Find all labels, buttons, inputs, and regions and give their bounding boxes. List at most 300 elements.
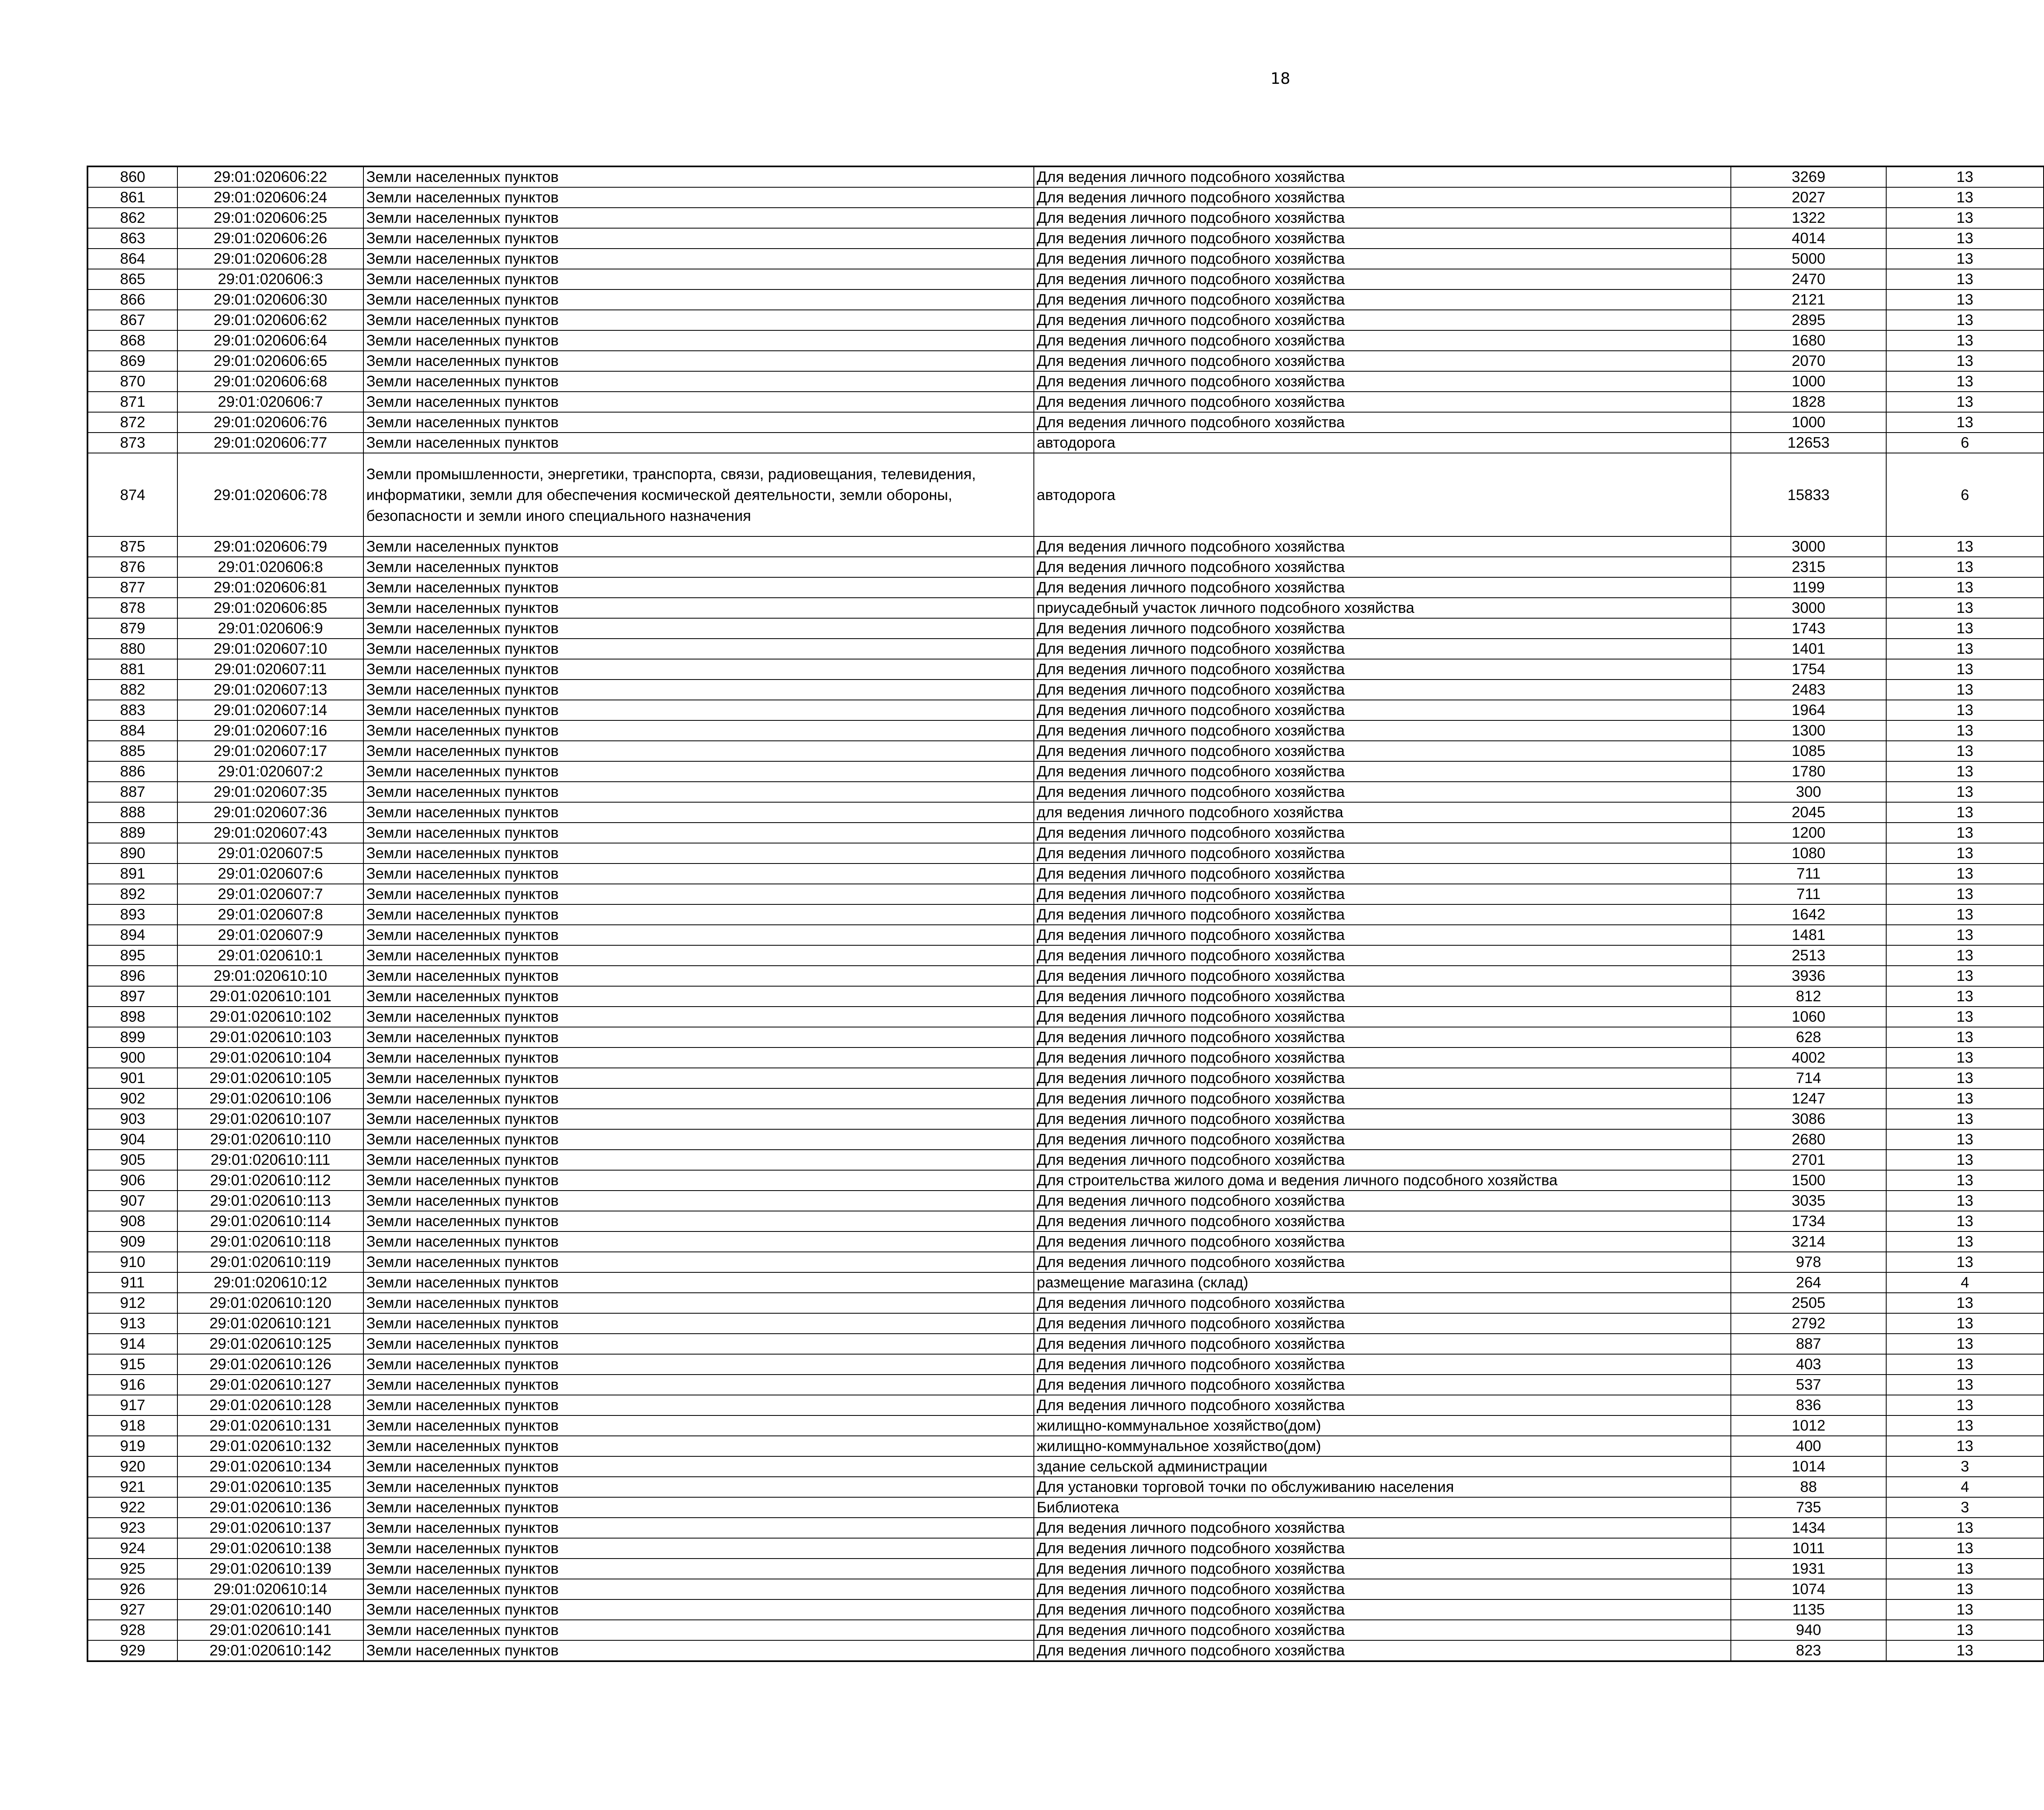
land-category-cell: Земли промышленности, энергетики, транспорта, связи, радиовещания, телевидения, информатики, земли для обеспечения космической деятельности, земли обороны, безопасности и земли иного специального назначения: [363, 453, 1034, 536]
row-number-cell: 892: [87, 884, 177, 904]
area-cell: 711: [1731, 884, 1886, 904]
row-number-cell: 911: [87, 1272, 177, 1293]
land-category-cell: Земли населенных пунктов: [363, 680, 1034, 700]
row-number-cell: 899: [87, 1027, 177, 1047]
table-row: [87, 1599, 2044, 1620]
area-cell: 1000: [1731, 412, 1886, 433]
use-group-cell: 6: [1886, 453, 2044, 536]
area-cell: 400: [1731, 1436, 1886, 1456]
land-category-cell: Земли населенных пунктов: [363, 598, 1034, 618]
permitted-use-cell: Для ведения личного подсобного хозяйства: [1034, 1313, 1731, 1334]
table-row: [87, 310, 2044, 330]
table-row: [87, 228, 2044, 249]
page-number: 18: [1270, 70, 1291, 87]
cadastral-number-cell: 29:01:020606:3: [177, 269, 363, 289]
land-category-cell: Земли населенных пунктов: [363, 1477, 1034, 1497]
use-group-cell: 13: [1886, 925, 2044, 945]
use-group-cell: 13: [1886, 412, 2044, 433]
area-cell: 1199: [1731, 577, 1886, 598]
use-group-cell: 13: [1886, 1047, 2044, 1068]
table-row: [87, 680, 2044, 700]
area-cell: 2483: [1731, 680, 1886, 700]
use-group-cell: 13: [1886, 782, 2044, 802]
permitted-use-cell: Для ведения личного подсобного хозяйства: [1034, 1047, 1731, 1068]
use-group-cell: 6: [1886, 433, 2044, 453]
cadastral-number-cell: 29:01:020607:11: [177, 659, 363, 680]
area-cell: 711: [1731, 864, 1886, 884]
permitted-use-cell: Для ведения личного подсобного хозяйства: [1034, 618, 1731, 639]
area-cell: 1011: [1731, 1538, 1886, 1559]
cadastral-number-cell: 29:01:020610:114: [177, 1211, 363, 1231]
table-row: [87, 1211, 2044, 1231]
row-number-cell: 905: [87, 1150, 177, 1170]
cadastral-number-cell: 29:01:020610:102: [177, 1007, 363, 1027]
use-group-cell: 13: [1886, 269, 2044, 289]
land-category-cell: Земли населенных пунктов: [363, 228, 1034, 249]
area-cell: 1754: [1731, 659, 1886, 680]
row-number-cell: 887: [87, 782, 177, 802]
land-category-cell: Земли населенных пунктов: [363, 1272, 1034, 1293]
land-category-cell: Земли населенных пунктов: [363, 904, 1034, 925]
row-number-cell: 870: [87, 371, 177, 392]
permitted-use-cell: Для ведения личного подсобного хозяйства: [1034, 823, 1731, 843]
cadastral-number-cell: 29:01:020607:8: [177, 904, 363, 925]
permitted-use-cell: Для ведения личного подсобного хозяйства: [1034, 1518, 1731, 1538]
cadastral-number-cell: 29:01:020610:103: [177, 1027, 363, 1047]
land-category-cell: Земли населенных пунктов: [363, 1415, 1034, 1436]
table-row: [87, 598, 2044, 618]
permitted-use-cell: Для ведения личного подсобного хозяйства: [1034, 1538, 1731, 1559]
land-category-cell: Земли населенных пунктов: [363, 187, 1034, 208]
land-category-cell: Земли населенных пунктов: [363, 1620, 1034, 1640]
land-category-cell: Земли населенных пунктов: [363, 1211, 1034, 1231]
table-row: [87, 1518, 2044, 1538]
area-cell: 1434: [1731, 1518, 1886, 1538]
land-category-cell: Земли населенных пунктов: [363, 351, 1034, 371]
area-cell: 2792: [1731, 1313, 1886, 1334]
cadastral-number-cell: 29:01:020606:30: [177, 289, 363, 310]
area-cell: 978: [1731, 1252, 1886, 1272]
row-number-cell: 894: [87, 925, 177, 945]
land-category-cell: Земли населенных пунктов: [363, 1640, 1034, 1661]
land-category-cell: Земли населенных пунктов: [363, 330, 1034, 351]
permitted-use-cell: Для ведения личного подсобного хозяйства: [1034, 1579, 1731, 1599]
row-number-cell: 871: [87, 392, 177, 412]
table-row: [87, 1007, 2044, 1027]
land-category-cell: Земли населенных пунктов: [363, 269, 1034, 289]
cadastral-number-cell: 29:01:020610:134: [177, 1456, 363, 1477]
permitted-use-cell: Для ведения личного подсобного хозяйства: [1034, 761, 1731, 782]
cadastral-number-cell: 29:01:020607:5: [177, 843, 363, 864]
use-group-cell: 13: [1886, 1007, 2044, 1027]
cadastral-number-cell: 29:01:020606:65: [177, 351, 363, 371]
cadastral-number-cell: 29:01:020606:25: [177, 208, 363, 228]
cadastral-number-cell: 29:01:020606:62: [177, 310, 363, 330]
row-number-cell: 929: [87, 1640, 177, 1661]
permitted-use-cell: Для ведения личного подсобного хозяйства: [1034, 1068, 1731, 1088]
permitted-use-cell: Для ведения личного подсобного хозяйства: [1034, 1109, 1731, 1129]
land-plots-table: [87, 166, 2044, 1662]
area-cell: 1060: [1731, 1007, 1886, 1027]
permitted-use-cell: Для ведения личного подсобного хозяйства: [1034, 1231, 1731, 1252]
land-category-cell: Земли населенных пунктов: [363, 1293, 1034, 1313]
permitted-use-cell: Для ведения личного подсобного хозяйства: [1034, 249, 1731, 269]
cadastral-number-cell: 29:01:020607:35: [177, 782, 363, 802]
land-category-cell: Земли населенных пунктов: [363, 1231, 1034, 1252]
permitted-use-cell: Для ведения личного подсобного хозяйства: [1034, 228, 1731, 249]
use-group-cell: 13: [1886, 1579, 2044, 1599]
use-group-cell: 13: [1886, 1538, 2044, 1559]
table-row: [87, 1170, 2044, 1191]
cadastral-number-cell: 29:01:020606:64: [177, 330, 363, 351]
use-group-cell: 13: [1886, 249, 2044, 269]
cadastral-number-cell: 29:01:020610:142: [177, 1640, 363, 1661]
use-group-cell: 13: [1886, 700, 2044, 720]
table-row: [87, 1354, 2044, 1375]
permitted-use-cell: Для установки торговой точки по обслуживанию населения: [1034, 1477, 1731, 1497]
row-number-cell: 883: [87, 700, 177, 720]
area-cell: 1074: [1731, 1579, 1886, 1599]
permitted-use-cell: Для ведения личного подсобного хозяйства: [1034, 966, 1731, 986]
area-cell: 403: [1731, 1354, 1886, 1375]
table-row: [87, 392, 2044, 412]
permitted-use-cell: Для ведения личного подсобного хозяйства: [1034, 884, 1731, 904]
table-row: [87, 986, 2044, 1007]
area-cell: 2701: [1731, 1150, 1886, 1170]
land-category-cell: Земли населенных пунктов: [363, 1170, 1034, 1191]
area-cell: 2680: [1731, 1129, 1886, 1150]
table-row: [87, 823, 2044, 843]
permitted-use-cell: Для ведения личного подсобного хозяйства: [1034, 1334, 1731, 1354]
permitted-use-cell: жилищно-коммунальное хозяйство(дом): [1034, 1415, 1731, 1436]
permitted-use-cell: Для ведения личного подсобного хозяйства: [1034, 1211, 1731, 1231]
area-cell: 5000: [1731, 249, 1886, 269]
table-row: [87, 1395, 2044, 1415]
permitted-use-cell: для ведения личного подсобного хозяйства: [1034, 802, 1731, 823]
land-category-cell: Земли населенных пунктов: [363, 618, 1034, 639]
table-row: [87, 1477, 2044, 1497]
cadastral-number-cell: 29:01:020610:118: [177, 1231, 363, 1252]
table-row: [87, 639, 2044, 659]
area-cell: 940: [1731, 1620, 1886, 1640]
land-category-cell: Земли населенных пунктов: [363, 966, 1034, 986]
table-row: [87, 330, 2044, 351]
land-category-cell: Земли населенных пунктов: [363, 166, 1034, 187]
land-category-cell: Земли населенных пунктов: [363, 1538, 1034, 1559]
row-number-cell: 914: [87, 1334, 177, 1354]
row-number-cell: 898: [87, 1007, 177, 1027]
permitted-use-cell: Для ведения личного подсобного хозяйства: [1034, 166, 1731, 187]
area-cell: 1012: [1731, 1415, 1886, 1436]
row-number-cell: 869: [87, 351, 177, 371]
use-group-cell: 13: [1886, 884, 2044, 904]
cadastral-number-cell: 29:01:020610:107: [177, 1109, 363, 1129]
cadastral-number-cell: 29:01:020610:139: [177, 1559, 363, 1579]
permitted-use-cell: размещение магазина (склад): [1034, 1272, 1731, 1293]
permitted-use-cell: Для ведения личного подсобного хозяйства: [1034, 1620, 1731, 1640]
row-number-cell: 919: [87, 1436, 177, 1456]
table-row: [87, 618, 2044, 639]
area-cell: 628: [1731, 1027, 1886, 1047]
land-category-cell: Земли населенных пунктов: [363, 1313, 1034, 1334]
area-cell: 812: [1731, 986, 1886, 1007]
cadastral-number-cell: 29:01:020607:6: [177, 864, 363, 884]
land-category-cell: Земли населенных пунктов: [363, 1007, 1034, 1027]
area-cell: 1964: [1731, 700, 1886, 720]
cadastral-number-cell: 29:01:020606:8: [177, 557, 363, 577]
use-group-cell: 13: [1886, 945, 2044, 966]
use-group-cell: 13: [1886, 228, 2044, 249]
cadastral-number-cell: 29:01:020606:77: [177, 433, 363, 453]
table-row: [87, 1559, 2044, 1579]
land-category-cell: Земли населенных пунктов: [363, 884, 1034, 904]
row-number-cell: 885: [87, 741, 177, 761]
row-number-cell: 865: [87, 269, 177, 289]
area-cell: 12653: [1731, 433, 1886, 453]
row-number-cell: 876: [87, 557, 177, 577]
row-number-cell: 910: [87, 1252, 177, 1272]
land-category-cell: Земли населенных пунктов: [363, 1334, 1034, 1354]
area-cell: 4002: [1731, 1047, 1886, 1068]
use-group-cell: 13: [1886, 187, 2044, 208]
land-category-cell: Земли населенных пунктов: [363, 433, 1034, 453]
row-number-cell: 927: [87, 1599, 177, 1620]
row-number-cell: 922: [87, 1497, 177, 1518]
row-number-cell: 926: [87, 1579, 177, 1599]
use-group-cell: 13: [1886, 1640, 2044, 1661]
row-number-cell: 897: [87, 986, 177, 1007]
land-category-cell: Земли населенных пунктов: [363, 557, 1034, 577]
area-cell: 3214: [1731, 1231, 1886, 1252]
cadastral-number-cell: 29:01:020610:106: [177, 1088, 363, 1109]
row-number-cell: 891: [87, 864, 177, 884]
row-number-cell: 928: [87, 1620, 177, 1640]
permitted-use-cell: Для ведения личного подсобного хозяйства: [1034, 330, 1731, 351]
area-cell: 88: [1731, 1477, 1886, 1497]
row-number-cell: 862: [87, 208, 177, 228]
row-number-cell: 916: [87, 1375, 177, 1395]
table-row: [87, 843, 2044, 864]
table-row: [87, 1538, 2044, 1559]
permitted-use-cell: Для ведения личного подсобного хозяйства: [1034, 925, 1731, 945]
row-number-cell: 867: [87, 310, 177, 330]
row-number-cell: 882: [87, 680, 177, 700]
row-number-cell: 877: [87, 577, 177, 598]
use-group-cell: 13: [1886, 639, 2044, 659]
table-row: [87, 536, 2044, 557]
area-cell: 3000: [1731, 536, 1886, 557]
area-cell: 836: [1731, 1395, 1886, 1415]
cadastral-number-cell: 29:01:020610:12: [177, 1272, 363, 1293]
table-row: [87, 1313, 2044, 1334]
row-number-cell: 863: [87, 228, 177, 249]
cadastral-number-cell: 29:01:020610:138: [177, 1538, 363, 1559]
area-cell: 1500: [1731, 1170, 1886, 1191]
cadastral-number-cell: 29:01:020610:140: [177, 1599, 363, 1620]
table-row: [87, 700, 2044, 720]
area-cell: 1247: [1731, 1088, 1886, 1109]
land-category-cell: Земли населенных пунктов: [363, 289, 1034, 310]
row-number-cell: 909: [87, 1231, 177, 1252]
permitted-use-cell: Для ведения личного подсобного хозяйства: [1034, 1191, 1731, 1211]
permitted-use-cell: Для ведения личного подсобного хозяйства: [1034, 843, 1731, 864]
land-category-cell: Земли населенных пунктов: [363, 249, 1034, 269]
table-row: [87, 1252, 2044, 1272]
cadastral-number-cell: 29:01:020606:22: [177, 166, 363, 187]
permitted-use-cell: Для ведения личного подсобного хозяйства: [1034, 1007, 1731, 1027]
row-number-cell: 913: [87, 1313, 177, 1334]
use-group-cell: 13: [1886, 659, 2044, 680]
permitted-use-cell: Для ведения личного подсобного хозяйства: [1034, 310, 1731, 330]
permitted-use-cell: Для ведения личного подсобного хозяйства: [1034, 1599, 1731, 1620]
use-group-cell: 13: [1886, 1150, 2044, 1170]
row-number-cell: 896: [87, 966, 177, 986]
use-group-cell: 13: [1886, 1191, 2044, 1211]
cadastral-number-cell: 29:01:020610:111: [177, 1150, 363, 1170]
land-category-cell: Земли населенных пунктов: [363, 761, 1034, 782]
cadastral-number-cell: 29:01:020610:113: [177, 1191, 363, 1211]
area-cell: 1000: [1731, 371, 1886, 392]
row-number-cell: 875: [87, 536, 177, 557]
area-cell: 1014: [1731, 1456, 1886, 1477]
area-cell: 1734: [1731, 1211, 1886, 1231]
cadastral-number-cell: 29:01:020610:14: [177, 1579, 363, 1599]
use-group-cell: 13: [1886, 289, 2044, 310]
permitted-use-cell: Для ведения личного подсобного хозяйства: [1034, 1088, 1731, 1109]
use-group-cell: 13: [1886, 1334, 2044, 1354]
permitted-use-cell: Для ведения личного подсобного хозяйства: [1034, 1252, 1731, 1272]
row-number-cell: 918: [87, 1415, 177, 1436]
use-group-cell: 13: [1886, 351, 2044, 371]
use-group-cell: 13: [1886, 720, 2044, 741]
table-row: [87, 1293, 2044, 1313]
area-cell: 3269: [1731, 166, 1886, 187]
row-number-cell: 874: [87, 453, 177, 536]
permitted-use-cell: Для ведения личного подсобного хозяйства: [1034, 208, 1731, 228]
use-group-cell: 13: [1886, 1211, 2044, 1231]
land-category-cell: Земли населенных пунктов: [363, 925, 1034, 945]
use-group-cell: 13: [1886, 310, 2044, 330]
permitted-use-cell: Для ведения личного подсобного хозяйства: [1034, 1293, 1731, 1313]
permitted-use-cell: Для ведения личного подсобного хозяйства: [1034, 1640, 1731, 1661]
land-category-cell: Земли населенных пунктов: [363, 1088, 1034, 1109]
land-category-cell: Земли населенных пунктов: [363, 741, 1034, 761]
permitted-use-cell: Для ведения личного подсобного хозяйства: [1034, 680, 1731, 700]
cadastral-number-cell: 29:01:020607:7: [177, 884, 363, 904]
area-cell: 1780: [1731, 761, 1886, 782]
use-group-cell: 13: [1886, 986, 2044, 1007]
use-group-cell: 13: [1886, 1354, 2044, 1375]
use-group-cell: 13: [1886, 864, 2044, 884]
row-number-cell: 861: [87, 187, 177, 208]
row-number-cell: 907: [87, 1191, 177, 1211]
land-category-cell: Земли населенных пунктов: [363, 782, 1034, 802]
row-number-cell: 873: [87, 433, 177, 453]
use-group-cell: 13: [1886, 1313, 2044, 1334]
row-number-cell: 888: [87, 802, 177, 823]
use-group-cell: 13: [1886, 1068, 2044, 1088]
row-number-cell: 868: [87, 330, 177, 351]
row-number-cell: 889: [87, 823, 177, 843]
area-cell: 3086: [1731, 1109, 1886, 1129]
table-row: [87, 1272, 2044, 1293]
area-cell: 2315: [1731, 557, 1886, 577]
cadastral-number-cell: 29:01:020610:120: [177, 1293, 363, 1313]
row-number-cell: 900: [87, 1047, 177, 1068]
use-group-cell: 13: [1886, 741, 2044, 761]
row-number-cell: 878: [87, 598, 177, 618]
use-group-cell: 13: [1886, 330, 2044, 351]
cadastral-number-cell: 29:01:020607:9: [177, 925, 363, 945]
cadastral-number-cell: 29:01:020610:126: [177, 1354, 363, 1375]
cadastral-number-cell: 29:01:020610:132: [177, 1436, 363, 1456]
cadastral-number-cell: 29:01:020610:128: [177, 1395, 363, 1415]
row-number-cell: 917: [87, 1395, 177, 1415]
area-cell: 3000: [1731, 598, 1886, 618]
permitted-use-cell: Для ведения личного подсобного хозяйства: [1034, 741, 1731, 761]
use-group-cell: 13: [1886, 966, 2044, 986]
cadastral-number-cell: 29:01:020610:104: [177, 1047, 363, 1068]
table-row: [87, 659, 2044, 680]
area-cell: 823: [1731, 1640, 1886, 1661]
cadastral-number-cell: 29:01:020606:7: [177, 392, 363, 412]
area-cell: 1828: [1731, 392, 1886, 412]
cadastral-number-cell: 29:01:020607:2: [177, 761, 363, 782]
table-row: [87, 1129, 2044, 1150]
permitted-use-cell: Для ведения личного подсобного хозяйства: [1034, 1129, 1731, 1150]
land-category-cell: Земли населенных пунктов: [363, 986, 1034, 1007]
land-category-cell: Земли населенных пунктов: [363, 823, 1034, 843]
area-cell: 1743: [1731, 618, 1886, 639]
cadastral-number-cell: 29:01:020606:28: [177, 249, 363, 269]
area-cell: 3035: [1731, 1191, 1886, 1211]
table-row: [87, 966, 2044, 986]
row-number-cell: 904: [87, 1129, 177, 1150]
cadastral-number-cell: 29:01:020610:136: [177, 1497, 363, 1518]
table-row: [87, 1436, 2044, 1456]
land-category-cell: Земли населенных пунктов: [363, 1375, 1034, 1395]
use-group-cell: 13: [1886, 208, 2044, 228]
table-body: [87, 166, 2044, 1661]
table-row: [87, 741, 2044, 761]
area-cell: 1680: [1731, 330, 1886, 351]
permitted-use-cell: Для ведения личного подсобного хозяйства: [1034, 864, 1731, 884]
area-cell: 2513: [1731, 945, 1886, 966]
use-group-cell: 13: [1886, 1395, 2044, 1415]
permitted-use-cell: Для ведения личного подсобного хозяйства: [1034, 557, 1731, 577]
row-number-cell: 880: [87, 639, 177, 659]
permitted-use-cell: Для ведения личного подсобного хозяйства: [1034, 700, 1731, 720]
table-row: [87, 1620, 2044, 1640]
permitted-use-cell: Для ведения личного подсобного хозяйства: [1034, 577, 1731, 598]
area-cell: 1080: [1731, 843, 1886, 864]
area-cell: 537: [1731, 1375, 1886, 1395]
land-category-cell: Земли населенных пунктов: [363, 1497, 1034, 1518]
use-group-cell: 4: [1886, 1477, 2044, 1497]
land-category-cell: Земли населенных пунктов: [363, 1047, 1034, 1068]
cadastral-number-cell: 29:01:020607:14: [177, 700, 363, 720]
area-cell: 887: [1731, 1334, 1886, 1354]
table-row: [87, 1088, 2044, 1109]
use-group-cell: 13: [1886, 1559, 2044, 1579]
row-number-cell: 921: [87, 1477, 177, 1497]
cadastral-number-cell: 29:01:020606:26: [177, 228, 363, 249]
table-row: [87, 925, 2044, 945]
permitted-use-cell: Для ведения личного подсобного хозяйства: [1034, 371, 1731, 392]
area-cell: 2121: [1731, 289, 1886, 310]
table-row: [87, 1068, 2044, 1088]
cadastral-number-cell: 29:01:020610:131: [177, 1415, 363, 1436]
